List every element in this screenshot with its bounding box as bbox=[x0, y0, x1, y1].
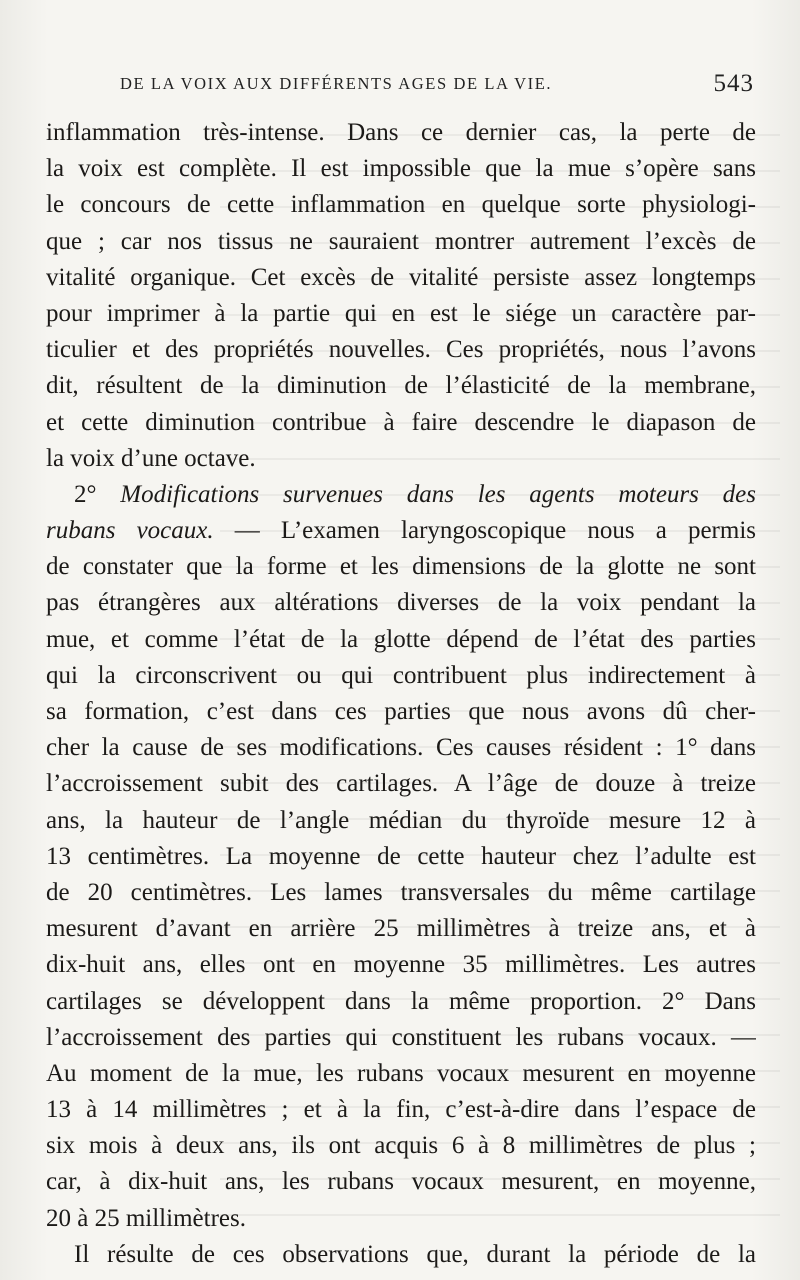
text-line: vitalité organique. Cet excès de vitalité persiste assez longtemps bbox=[46, 263, 756, 291]
text-line: car, à dix-huit ans, les rubans vocaux mesurent, en moyenne, bbox=[46, 1168, 756, 1196]
text-line: de 20 centimètres. Les lames transversales du même cartilage bbox=[46, 878, 756, 906]
text-line: cher la cause de ses modifications. Ces causes résident : 1° dans bbox=[46, 734, 756, 762]
text-line: Au moment de la mue, les rubans vocaux mesurent en moyenne bbox=[46, 1059, 756, 1087]
section-title: Modifications survenues dans les agents moteurs des bbox=[120, 480, 756, 508]
text-line: ticulier et des propriétés nouvelles. Ces propriétés, nous l’avons bbox=[46, 336, 756, 364]
text-line: que ; car nos tissus ne sauraient montrer autrement l’excès de bbox=[46, 227, 756, 255]
text-line: l’accroissement subit des cartilages. A l’âge de douze à treize bbox=[46, 770, 756, 798]
text-line: 13 centimètres. La moyenne de cette hauteur chez l’adulte est bbox=[46, 842, 756, 870]
text-line: inflammation très-intense. Dans ce dernier cas, la perte de bbox=[46, 119, 756, 146]
text-line: pour imprimer à la partie qui en est le siége un caractère par- bbox=[46, 299, 756, 327]
text-line: mesurent d’avant en arrière 25 millimètres à treize ans, et à bbox=[46, 915, 756, 943]
text-line: 20 à 25 millimètres. bbox=[46, 1204, 246, 1232]
text-line: et cette diminution contribue à faire descendre le diapason de bbox=[46, 408, 756, 436]
section-number: 2° bbox=[74, 480, 97, 508]
text-line: pas étrangères aux altérations diverses de la voix pendant la bbox=[46, 589, 756, 617]
text-line: ans, la hauteur de l’angle médian du thyroïde mesure 12 à bbox=[46, 806, 756, 834]
text-line: sa formation, c’est dans ces parties que nous avons dû cher- bbox=[46, 698, 756, 725]
text-line: 13 à 14 millimètres ; et à la fin, c’est-à-dire dans l’espace de bbox=[46, 1096, 756, 1124]
section-title-continued: rubans vocaux. bbox=[46, 517, 214, 545]
text-line: l’accroissement des parties qui constituent les rubans vocaux. — bbox=[46, 1023, 756, 1051]
text-line: cartilages se développent dans la même proportion. 2° Dans bbox=[46, 987, 756, 1015]
text-line: la voix est complète. Il est impossible que la mue s’opère sans bbox=[46, 155, 756, 183]
running-header: DE LA VOIX AUX DIFFÉRENTS AGES DE LA VIE. bbox=[120, 74, 553, 93]
text-line: le concours de cette inflammation en quelque sorte physiologi- bbox=[46, 191, 756, 219]
text-line: Il résulte de ces observations que, durant la période de la bbox=[74, 1240, 756, 1268]
text-line: de constater que la forme et les dimensions de la glotte ne sont bbox=[46, 553, 756, 581]
text-line: dix-huit ans, elles ont en moyenne 35 millimètres. Les autres bbox=[46, 951, 756, 979]
section-heading-line-2 bbox=[46, 513, 756, 549]
text-line: la voix d’une octave. bbox=[46, 444, 256, 472]
text-line: qui la circonscrivent ou qui contribuent plus indirectement à bbox=[46, 661, 756, 689]
section-text-start: — L’examen laryngoscopique nous a permis bbox=[213, 517, 756, 545]
body-text bbox=[46, 115, 756, 1273]
text-line: dit, résultent de la diminution de l’élasticité de la membrane, bbox=[46, 372, 756, 400]
text-line: six mois à deux ans, ils ont acquis 6 à 8 millimètres de plus ; bbox=[46, 1132, 756, 1160]
page-number: 543 bbox=[713, 70, 754, 97]
section-heading-line bbox=[46, 477, 756, 513]
text-line: mue, et comme l’état de la glotte dépend de l’état des parties bbox=[46, 625, 756, 653]
